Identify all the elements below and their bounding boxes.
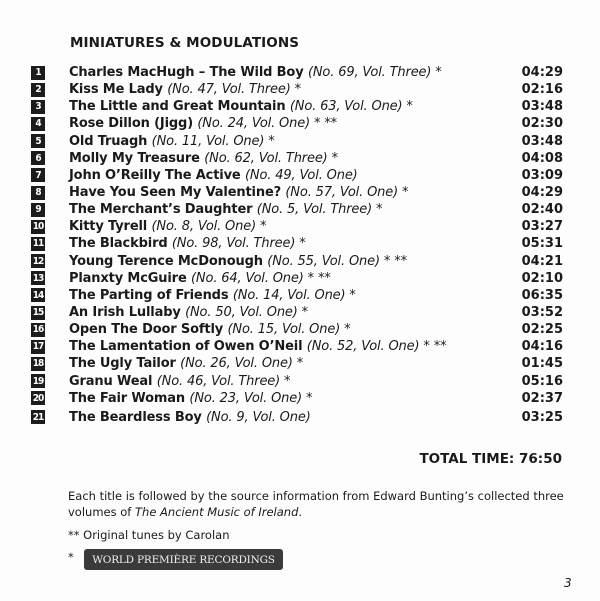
track-title <box>69 322 350 337</box>
track-source: (No. 8, Vol. One) * <box>151 219 267 235</box>
track-name: John O’Reilly The Active <box>69 167 241 183</box>
track-name: The Beardless Boy <box>69 409 202 425</box>
track-source: (No. 24, Vol. One) * ** <box>197 116 338 132</box>
track-title <box>69 151 338 166</box>
track-source: (No. 50, Vol. One) * <box>185 305 309 321</box>
track-source: (No. 9, Vol. One) <box>206 409 311 425</box>
track-number: 9 <box>31 203 45 217</box>
star-mark: * <box>68 550 74 564</box>
track-source: (No. 47, Vol. Three) * <box>167 82 301 98</box>
track-time: 02:40 <box>521 202 563 218</box>
track-title <box>69 410 311 425</box>
track-name: The Parting of Friends <box>69 287 229 303</box>
track-time: 04:29 <box>521 185 563 201</box>
track-row <box>31 115 563 132</box>
track-title <box>69 339 446 354</box>
track-source: (No. 55, Vol. One) * ** <box>267 253 407 269</box>
track-source: (No. 64, Vol. One) * ** <box>191 270 331 286</box>
track-row <box>31 64 563 81</box>
track-source: (No. 5, Vol. Three) * <box>256 202 383 218</box>
track-number: 8 <box>31 186 45 200</box>
track-time: 01:45 <box>521 356 563 372</box>
track-title <box>69 134 275 149</box>
track-time: 03:52 <box>521 305 563 321</box>
track-number: 13 <box>32 272 44 284</box>
track-row <box>31 235 563 252</box>
track-source: (No. 57, Vol. One) * <box>285 185 409 201</box>
track-name: Granu Weal <box>69 373 153 389</box>
track-number: 6 <box>31 151 45 165</box>
track-number: 16 <box>32 324 44 336</box>
track-row <box>31 184 563 201</box>
track-time: 03:27 <box>521 219 563 235</box>
track-name: Rose Dillon (Jigg) <box>69 116 193 132</box>
track-time: 02:37 <box>521 390 563 406</box>
track-row <box>31 133 563 150</box>
track-title <box>69 82 301 97</box>
track-name: The Blackbird <box>69 236 168 252</box>
track-name: Open The Door Softly <box>69 322 224 338</box>
track-title <box>69 168 358 183</box>
track-number: 20 <box>32 392 44 404</box>
track-title <box>69 185 408 200</box>
section-heading: MINIATURES & MODULATIONS <box>70 35 300 51</box>
track-time: 04:29 <box>521 65 563 81</box>
track-number: 15 <box>32 307 44 319</box>
track-row <box>31 287 563 304</box>
track-number: 1 <box>31 66 45 80</box>
track-title <box>69 356 303 371</box>
track-number: 21 <box>32 411 44 423</box>
note-text: Each title is followed by the source information from Edward Bunting’s collected three volumes of <box>68 489 564 519</box>
track-number: 17 <box>32 341 44 353</box>
track-time: 04:21 <box>521 253 563 269</box>
track-time: 04:08 <box>521 150 563 166</box>
track-time: 05:31 <box>521 236 563 252</box>
track-source: (No. 46, Vol. Three) * <box>156 373 291 389</box>
track-time: 03:25 <box>521 409 563 425</box>
track-time: 03:48 <box>521 133 563 149</box>
track-name: The Merchant’s Daughter <box>69 202 253 218</box>
track-row <box>31 304 563 321</box>
track-title <box>69 236 306 251</box>
track-number: 2 <box>31 83 45 97</box>
note-end: . <box>298 505 303 519</box>
track-row <box>31 81 563 98</box>
track-title <box>69 202 382 217</box>
track-row <box>31 338 563 355</box>
book-title: The Ancient Music of Ireland <box>135 505 299 519</box>
track-source: (No. 98, Vol. Three) * <box>171 236 306 252</box>
track-name: The Little and Great Mountain <box>69 99 286 115</box>
track-time: 06:35 <box>521 287 563 303</box>
track-title <box>69 219 266 234</box>
track-row <box>31 167 563 184</box>
page-number: 3 <box>564 576 572 590</box>
track-number: 10 <box>32 221 44 233</box>
track-name: An Irish Lullaby <box>69 305 181 321</box>
track-title <box>69 254 407 269</box>
track-title <box>69 288 356 303</box>
world-premiere-badge: WORLD PREMIÈRE RECORDINGS <box>84 549 283 570</box>
track-name: Have You Seen My Valentine? <box>69 185 281 201</box>
track-row <box>31 355 563 372</box>
total-time: TOTAL TIME: 76:50 <box>419 451 562 467</box>
track-title <box>69 305 308 320</box>
track-source: (No. 23, Vol. One) * <box>189 390 313 406</box>
track-name: Young Terence McDonough <box>69 253 263 269</box>
track-source: (No. 69, Vol. Three) * <box>307 65 442 81</box>
track-time: 02:30 <box>521 116 563 132</box>
track-time: 02:16 <box>521 82 563 98</box>
track-time: 05:16 <box>521 373 563 389</box>
track-title <box>69 65 442 80</box>
track-number: 5 <box>31 134 45 148</box>
track-row <box>31 409 563 426</box>
track-name: Kitty Tyrell <box>69 219 148 235</box>
track-time: 03:48 <box>521 99 563 115</box>
track-number: 11 <box>32 238 44 250</box>
track-number: 18 <box>32 358 44 370</box>
track-row <box>31 390 563 407</box>
track-row <box>31 270 563 287</box>
track-number: 12 <box>32 255 44 267</box>
track-name: Kiss Me Lady <box>69 82 163 98</box>
track-source: (No. 52, Vol. One) * ** <box>306 339 447 355</box>
track-row <box>31 253 563 270</box>
track-number: 3 <box>31 100 45 114</box>
track-title <box>69 99 413 114</box>
track-name: Planxty McGuire <box>69 270 187 286</box>
track-title <box>69 271 331 286</box>
track-list <box>31 64 563 426</box>
track-number: 4 <box>31 117 45 131</box>
track-source: (No. 15, Vol. One) * <box>227 322 351 338</box>
track-row <box>31 201 563 218</box>
track-time: 02:10 <box>521 270 563 286</box>
track-source: (No. 11, Vol. One) * <box>151 133 275 149</box>
track-name: The Lamentation of Owen O’Neil <box>69 339 303 355</box>
track-name: Old Truagh <box>69 133 148 149</box>
track-number: 19 <box>32 375 44 387</box>
track-name: The Ugly Tailor <box>69 356 176 372</box>
track-name: The Fair Woman <box>69 390 186 406</box>
track-row <box>31 150 563 167</box>
track-source: (No. 49, Vol. One) <box>244 167 358 183</box>
track-title <box>69 374 290 389</box>
track-time: 02:25 <box>521 322 563 338</box>
track-source: (No. 26, Vol. One) * <box>180 356 304 372</box>
track-number: 7 <box>31 168 45 182</box>
track-row <box>31 373 563 390</box>
track-title <box>69 391 312 406</box>
track-title <box>69 116 337 131</box>
track-time: 03:09 <box>521 167 563 183</box>
track-row <box>31 321 563 338</box>
track-source: (No. 14, Vol. One) * <box>232 287 356 303</box>
source-note <box>68 488 568 520</box>
track-time: 04:16 <box>521 339 563 355</box>
track-row <box>31 218 563 235</box>
track-name: Molly My Treasure <box>69 150 200 166</box>
track-name: Charles MacHugh – The Wild Boy <box>69 65 304 81</box>
track-source: (No. 63, Vol. One) * <box>289 99 413 115</box>
carolan-note: ** Original tunes by Carolan <box>68 528 230 542</box>
track-number: 14 <box>32 289 44 301</box>
track-source: (No. 62, Vol. Three) * <box>204 150 338 166</box>
track-row <box>31 98 563 115</box>
